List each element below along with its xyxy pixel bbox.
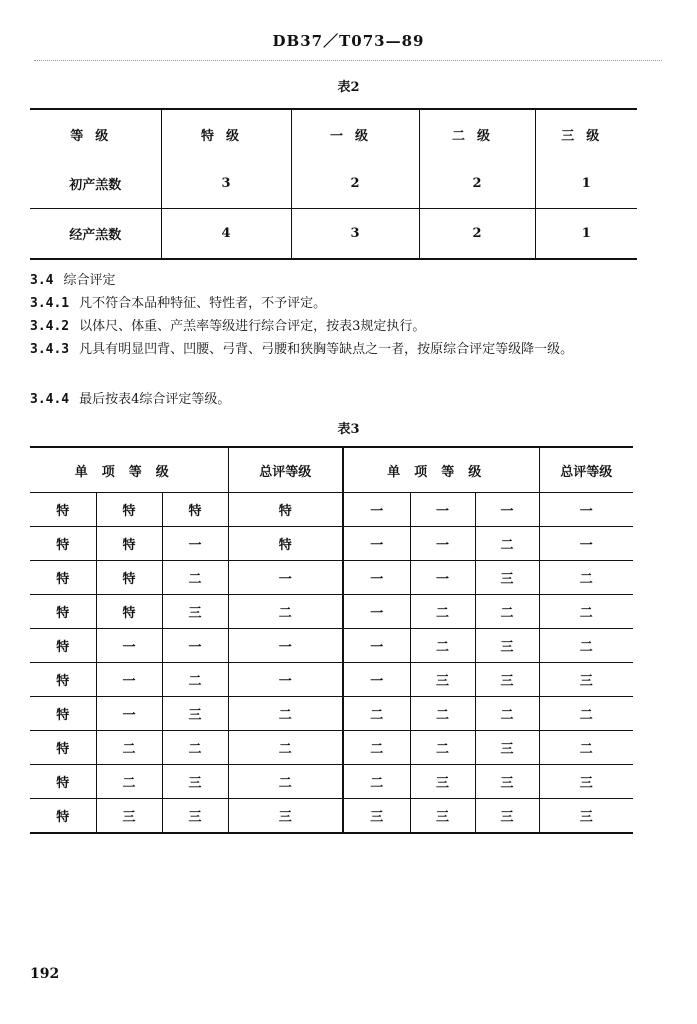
table3-cell: 三 bbox=[162, 799, 228, 834]
table3-cell: 一 bbox=[162, 527, 228, 561]
page-number: 192 bbox=[30, 966, 60, 982]
section-3-4-4 bbox=[30, 389, 642, 411]
table3-cell: 三 bbox=[475, 765, 539, 799]
table2-header-cell: 三级 bbox=[535, 109, 637, 159]
table3-cell: 一 bbox=[343, 493, 410, 527]
section-3-4 bbox=[30, 270, 642, 292]
table3-row bbox=[30, 595, 633, 629]
table3-cell: 三 bbox=[475, 629, 539, 663]
table3-cell: 一 bbox=[228, 629, 343, 663]
table3-cell: 二 bbox=[410, 629, 475, 663]
table2-header-cell: 一级 bbox=[291, 109, 419, 159]
table2-cell: 3 bbox=[161, 159, 291, 209]
table2-row bbox=[30, 159, 637, 209]
table3-cell: 特 bbox=[228, 527, 343, 561]
table3-row bbox=[30, 527, 633, 561]
table2-cell: 3 bbox=[291, 209, 419, 260]
table3-cell: 一 bbox=[228, 561, 343, 595]
section-number: 3.4.3 bbox=[30, 342, 70, 357]
section-number: 3.4 bbox=[30, 273, 54, 288]
table3-cell: 三 bbox=[475, 663, 539, 697]
table3-cell: 特 bbox=[96, 595, 162, 629]
table3-cell: 三 bbox=[539, 663, 633, 697]
table2-row bbox=[30, 209, 637, 260]
table3-row bbox=[30, 561, 633, 595]
table3-cell: 一 bbox=[343, 663, 410, 697]
table3-cell: 三 bbox=[162, 765, 228, 799]
table2-header-cell: 二级 bbox=[419, 109, 535, 159]
table3-cell: 二 bbox=[96, 765, 162, 799]
table3-cell: 二 bbox=[228, 697, 343, 731]
table3-row bbox=[30, 663, 633, 697]
table3-cell: 二 bbox=[343, 765, 410, 799]
table3-header-cell: 单项等级 bbox=[343, 447, 539, 493]
section-text: 最后按表4综合评定等级。 bbox=[79, 392, 231, 407]
table2-cell: 4 bbox=[161, 209, 291, 260]
table3-cell: 三 bbox=[162, 595, 228, 629]
section-3-4-1 bbox=[30, 293, 642, 315]
table3-cell: 二 bbox=[410, 595, 475, 629]
table3-header-cell: 单项等级 bbox=[30, 447, 228, 493]
table2-caption: 表2 bbox=[337, 80, 360, 95]
table3-header-row bbox=[30, 447, 633, 493]
table3-cell: 特 bbox=[30, 765, 96, 799]
table3-cell: 三 bbox=[539, 799, 633, 834]
table3-cell: 一 bbox=[539, 527, 633, 561]
section-3-4-3 bbox=[30, 339, 642, 361]
table3-cell: 三 bbox=[475, 799, 539, 834]
table3-row bbox=[30, 765, 633, 799]
table3-header-cell: 总评等级 bbox=[228, 447, 343, 493]
table3-cell: 一 bbox=[343, 595, 410, 629]
header-rule bbox=[34, 60, 662, 61]
table3-cell: 二 bbox=[228, 595, 343, 629]
table3-row bbox=[30, 493, 633, 527]
table3-cell: 特 bbox=[30, 595, 96, 629]
table3-header-cell: 总评等级 bbox=[539, 447, 633, 493]
table3-cell: 二 bbox=[228, 731, 343, 765]
table3-cell: 二 bbox=[539, 731, 633, 765]
section-text: 以体尺、体重、产羔率等级进行综合评定，按表3规定执行。 bbox=[79, 319, 426, 334]
table3-cell: 特 bbox=[56, 810, 70, 825]
standard-code-header: DB37／T073—89 bbox=[272, 32, 425, 50]
table3-cell: 一 bbox=[96, 697, 162, 731]
table2-cell: 经产羔数 bbox=[69, 228, 122, 243]
table2-header-cell: 特级 bbox=[161, 109, 291, 159]
table2-cell: 2 bbox=[419, 209, 535, 260]
table3-cell: 特 bbox=[30, 663, 96, 697]
table2-cell: 1 bbox=[535, 209, 637, 260]
table3-cell: 二 bbox=[539, 697, 633, 731]
table3-cell: 特 bbox=[30, 629, 96, 663]
table3-cell: 特 bbox=[30, 493, 96, 527]
table3-cell: 一 bbox=[96, 663, 162, 697]
table3-cell: 一 bbox=[410, 527, 475, 561]
table3-cell: 三 bbox=[162, 697, 228, 731]
table3-row bbox=[30, 697, 633, 731]
table3-cell: 一 bbox=[410, 493, 475, 527]
section-text: 凡不符合本品种特征、特性者，不予评定。 bbox=[79, 296, 327, 311]
table3-cell: 二 bbox=[96, 731, 162, 765]
table3-cell: 二 bbox=[410, 731, 475, 765]
table3-cell: 特 bbox=[30, 731, 96, 765]
table3-cell: 二 bbox=[343, 697, 410, 731]
section-number: 3.4.2 bbox=[30, 319, 70, 334]
table3-cell: 三 bbox=[475, 731, 539, 765]
table3-cell: 二 bbox=[162, 561, 228, 595]
table3-row bbox=[30, 799, 633, 834]
table3-row bbox=[30, 731, 633, 765]
table3-cell: 特 bbox=[96, 493, 162, 527]
table3-cell: 三 bbox=[410, 663, 475, 697]
table3-cell: 一 bbox=[539, 493, 633, 527]
table3-cell: 三 bbox=[475, 561, 539, 595]
table3-cell: 三 bbox=[410, 799, 475, 834]
table3-overall-grade bbox=[30, 446, 633, 834]
table3-cell: 一 bbox=[162, 629, 228, 663]
table3-cell: 二 bbox=[228, 765, 343, 799]
table3-cell: 二 bbox=[539, 595, 633, 629]
table3-cell: 三 bbox=[410, 765, 475, 799]
table2-litter-size bbox=[30, 108, 637, 260]
table2-cell: 2 bbox=[291, 159, 419, 209]
table3-cell: 特 bbox=[96, 561, 162, 595]
section-number: 3.4.1 bbox=[30, 296, 70, 311]
section-text: 凡具有明显凹背、凹腰、弓背、弓腰和狭胸等缺点之一者，按原综合评定等级降一级。 bbox=[79, 342, 574, 357]
table3-cell: 二 bbox=[162, 663, 228, 697]
table3-cell: 一 bbox=[343, 629, 410, 663]
table3-cell: 二 bbox=[539, 629, 633, 663]
section-number: 3.4.4 bbox=[30, 392, 70, 407]
table3-cell: 二 bbox=[162, 731, 228, 765]
table3-cell: 一 bbox=[343, 561, 410, 595]
table3-cell: 二 bbox=[475, 697, 539, 731]
table3-cell: 特 bbox=[30, 527, 96, 561]
table3-row bbox=[30, 629, 633, 663]
table3-cell: 三 bbox=[228, 799, 343, 834]
section-text: 综合评定 bbox=[63, 273, 116, 288]
table2-header-cell: 等级 bbox=[70, 129, 121, 144]
table3-cell: 特 bbox=[96, 527, 162, 561]
table2-header-row bbox=[30, 109, 637, 159]
table3-cell: 二 bbox=[539, 561, 633, 595]
table3-cell: 二 bbox=[410, 697, 475, 731]
table2-cell: 1 bbox=[535, 159, 637, 209]
section-3-4-2 bbox=[30, 316, 642, 338]
table2-cell: 2 bbox=[419, 159, 535, 209]
table3-caption: 表3 bbox=[337, 422, 360, 437]
table3-cell: 一 bbox=[228, 663, 343, 697]
table3-cell: 三 bbox=[343, 799, 410, 834]
table3-cell: 二 bbox=[475, 595, 539, 629]
table3-cell: 一 bbox=[343, 527, 410, 561]
table3-cell: 特 bbox=[30, 697, 96, 731]
table3-cell: 三 bbox=[539, 765, 633, 799]
table2-cell: 初产羔数 bbox=[30, 159, 161, 209]
table3-cell: 三 bbox=[96, 799, 162, 834]
table3-cell: 特 bbox=[228, 493, 343, 527]
table3-cell: 二 bbox=[475, 527, 539, 561]
table3-cell: 一 bbox=[410, 561, 475, 595]
table3-cell: 特 bbox=[162, 493, 228, 527]
table3-cell: 二 bbox=[343, 731, 410, 765]
table3-cell: 特 bbox=[30, 561, 96, 595]
table3-cell: 一 bbox=[96, 629, 162, 663]
table3-cell: 一 bbox=[475, 493, 539, 527]
